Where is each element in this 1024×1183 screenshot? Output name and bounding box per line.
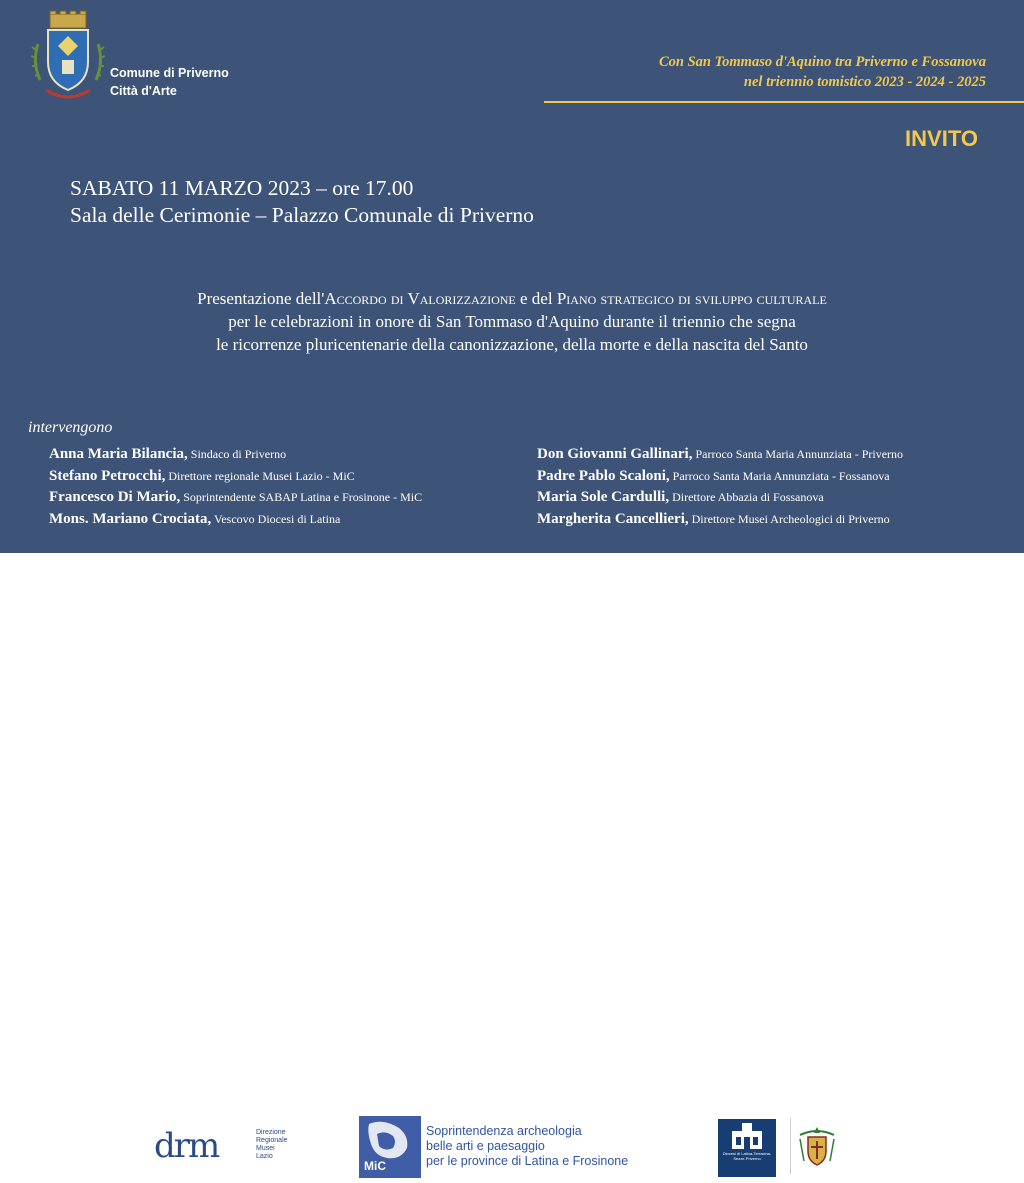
- drm-text-line: Musei: [256, 1145, 275, 1152]
- speaker-role: Soprintendente SABAP Latina e Frosinone - MiC: [183, 490, 423, 504]
- sabap-line: belle arti e paesaggio: [426, 1139, 545, 1153]
- speaker-name: Padre Pablo Scaloni,: [537, 467, 670, 484]
- speaker-item: [537, 466, 903, 488]
- drm-text-line: Direzione: [256, 1129, 286, 1136]
- speaker-name: Anna Maria Bilancia,: [49, 446, 188, 462]
- svg-text:drm: drm: [154, 1126, 219, 1166]
- speaker-name: Don Giovanni Gallinari,: [537, 446, 693, 462]
- invito-heading: INVITO: [905, 126, 978, 151]
- bishop-coat-of-arms-icon: [796, 1125, 838, 1169]
- speaker-item: [49, 509, 422, 531]
- sabap-line: Soprintendenza archeologia: [426, 1124, 582, 1138]
- speaker-role: Sindaco di Priverno: [190, 447, 287, 461]
- speaker-role: Vescovo Diocesi di Latina: [214, 511, 341, 526]
- tagline-line-1: Con San Tommaso d'Aquino tra Priverno e Fossanova: [659, 54, 986, 70]
- presentation-mid: e del: [515, 289, 557, 308]
- speakers-list-right: [537, 444, 903, 530]
- speaker-name: Maria Sole Cardulli,: [537, 489, 670, 505]
- org-subtitle: Città d'Arte: [110, 84, 177, 98]
- presentation-line-3: le ricorrenze pluricentenarie della canonizzazione, della morte e della nascita del Santo: [216, 335, 808, 354]
- drm-text-line: Lazio: [256, 1153, 273, 1160]
- speaker-name: Stefano Petrocchi,: [49, 467, 166, 484]
- gold-divider: [544, 101, 1024, 103]
- speaker-role: Direttore regionale Musei Lazio - MiC: [168, 468, 355, 483]
- speaker-item: [537, 509, 903, 531]
- speaker-item: [49, 487, 422, 509]
- sabap-line: per le province di Latina e Frosinone: [426, 1154, 629, 1168]
- piano-title: Piano strategico di sviluppo culturale: [556, 289, 827, 308]
- diocese-text: Diocesi di Latina-Terracina-Sezze-Priverno: [722, 1151, 772, 1161]
- speaker-item: [537, 444, 903, 466]
- event-date-time: SABATO 11 MARZO 2023 – ore 17.00: [70, 176, 414, 200]
- speaker-role: Direttore Musei Archeologici di Priverno: [691, 511, 890, 526]
- footer-divider: [790, 1118, 791, 1174]
- partner-logos-footer: [0, 553, 1024, 1173]
- tagline-line-2: nel triennio tomistico 2023 - 2024 - 2025: [743, 74, 986, 90]
- presentation-text: [0, 287, 1024, 356]
- presentation-line-1: [0, 287, 1024, 310]
- drm-lazio-logo-icon: [154, 1125, 250, 1167]
- drm-text: [256, 1129, 288, 1161]
- accordo-title: Accordo di Valorizzazione: [324, 289, 516, 308]
- speaker-item: [537, 487, 903, 509]
- speaker-role: Parroco Santa Maria Annunziata - Priverno: [695, 447, 904, 461]
- speaker-role: Parroco Santa Maria Annunziata - Fossanova: [672, 468, 890, 483]
- mic-label: MiC: [364, 1159, 386, 1173]
- event-venue: Sala delle Cerimonie – Palazzo Comunale di Priverno: [70, 203, 534, 227]
- speaker-item: [49, 466, 422, 488]
- diocese-logo-icon: [718, 1119, 776, 1177]
- org-name: Comune di Priverno: [110, 66, 229, 80]
- triennium-tagline: [659, 52, 986, 92]
- speaker-name: Francesco Di Mario,: [49, 489, 181, 505]
- speaker-name: Mons. Mariano Crociata,: [49, 510, 212, 527]
- presentation-line-2: per le celebrazioni in onore di San Tommaso d'Aquino durante il triennio che segna: [228, 312, 796, 331]
- invitation-panel: [0, 0, 1024, 553]
- presentation-intro: Presentazione dell': [197, 289, 325, 308]
- sabap-text: [426, 1124, 628, 1169]
- speakers-list-left: [49, 444, 422, 530]
- municipality-name: [110, 64, 229, 100]
- event-details: [70, 175, 534, 229]
- drm-text-line: Regionale: [256, 1137, 288, 1144]
- speaker-item: [49, 444, 422, 466]
- speaker-role: Direttore Abbazia di Fossanova: [672, 490, 824, 504]
- speaker-name: Margherita Cancellieri,: [537, 510, 689, 527]
- priverno-coat-of-arms-icon: [30, 10, 106, 106]
- speakers-heading: intervengono: [28, 419, 113, 436]
